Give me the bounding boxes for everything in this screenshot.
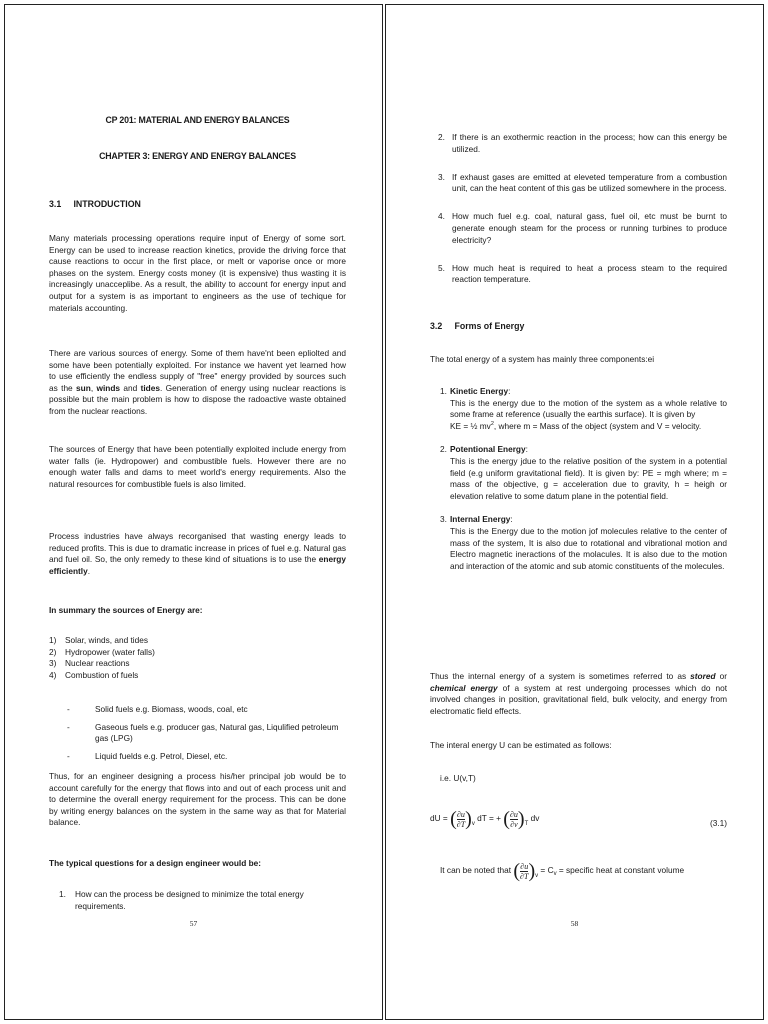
term-colon: : <box>508 386 511 396</box>
equation-number: (3.1) <box>709 818 727 828</box>
term-title: Kinetic Energy <box>450 386 509 396</box>
page-57 <box>4 4 383 1020</box>
ie-line: i.e. U(v,T) <box>440 773 476 783</box>
list-item-text: How can the process be designed to minimize the total energy requirements. <box>75 889 304 911</box>
list-item-text: If there is an exothermic reaction in the process; how can this energy be utilized. <box>452 132 727 154</box>
page-58 <box>385 4 764 1020</box>
list-item-kinetic-energy <box>430 386 727 432</box>
fuel-types-list <box>49 704 346 762</box>
list-item <box>430 172 727 195</box>
list-marker: 1. <box>440 386 447 396</box>
list-marker: 4. <box>438 211 445 222</box>
subscript-v: v <box>535 873 539 880</box>
forms-intro: The total energy of a system has mainly three components:ei <box>430 354 655 364</box>
section-heading-introduction <box>49 199 346 211</box>
list-item-text: Solar, winds, and tides <box>65 635 149 645</box>
list-marker: 3. <box>440 514 447 525</box>
list-item <box>49 751 346 763</box>
exponent: 2 <box>490 421 494 428</box>
section-title: Forms of Energy <box>454 321 525 331</box>
denominator: ∂v <box>510 819 518 829</box>
list-marker: 3. <box>438 171 445 182</box>
internal-energy-paragraph <box>430 671 727 717</box>
list-marker: - <box>67 704 70 714</box>
list-marker: 2) <box>49 646 57 657</box>
section-number: 3.1 <box>49 199 62 209</box>
numerator: ∂u <box>456 809 465 819</box>
list-marker: 5. <box>438 262 445 273</box>
eq-end: dv <box>530 813 540 824</box>
paren-close: ) <box>517 808 525 830</box>
separator: or <box>715 671 727 681</box>
list-item <box>430 132 727 155</box>
numerator: ∂u <box>520 861 529 871</box>
list-item-text: Liquid fuelds e.g. Petrol, Diesel, etc. <box>95 750 228 761</box>
paren-open: ( <box>503 808 510 830</box>
denominator: ∂T <box>456 819 466 829</box>
word-winds: winds <box>96 382 121 393</box>
list-item <box>430 263 727 286</box>
page-number: 57 <box>189 919 198 928</box>
section-number: 3.2 <box>430 321 443 331</box>
list-item-text: Nuclear reactions <box>65 658 130 669</box>
page-number: 58 <box>570 919 579 928</box>
energy-sources-list <box>49 635 346 681</box>
paragraph-4-end: . <box>87 565 91 576</box>
list-item-potential-energy <box>430 444 727 502</box>
subscript-v: v <box>553 871 557 878</box>
list-marker: 1. <box>59 889 66 899</box>
list-item <box>49 889 346 912</box>
questions-list-continued <box>430 132 727 302</box>
list-item-text: Solid fuels e.g. Biomass, woods, coal, etc <box>95 704 248 714</box>
kinetic-formula: KE = ½ mv <box>450 420 491 431</box>
word-sun: sun <box>76 382 91 393</box>
chapter-title: CHAPTER 3: ENERGY AND ENERGY BALANCES <box>99 151 296 161</box>
paragraph-1: Many materials processing operations require input of Energy of some sort. Energy can be used to increase reaction kinetics, provide the driving force that cause reactions to occur in the first place, or melt or vaporise once or more phases on the system. Energy costs money (it is expensive) thus wasting it is increasingly unacceplibe. As a result, the ability to account for energy input and output for a system is as important to engineers as the use of techique for materials accounting. <box>49 233 346 313</box>
paragraph-text-end: of a system at rest undergoing processes which do not involved changes in position, gravitational field, bulk velocity, and energy from electromatic field effects. <box>430 682 727 716</box>
list-item-internal-energy <box>430 514 727 572</box>
list-item-text: How much heat is required to heat a process steam to the required reaction temperature. <box>452 262 727 285</box>
note-description: = specific heat at constant volume <box>556 865 685 876</box>
list-marker: - <box>67 721 70 732</box>
section-heading-forms-of-energy <box>430 321 727 333</box>
questions-list-start <box>49 889 346 912</box>
paragraph-text: Thus the internal energy of a system is sometimes referred to as <box>430 671 691 681</box>
paren-open: ( <box>450 808 457 830</box>
term-description: This is the Energy due to the motion jof molecules relative to the center of mass of the system, It is also due to rotational and vibrational motion and Electro magnetic ineractions of the molacules. It is also due to the motion and interaction of the atomic and sub atomic constituents of the molecules. <box>450 525 727 571</box>
note-equals: = C <box>540 865 554 876</box>
term-title: Potentional Energy <box>450 444 526 455</box>
equation-3-1 <box>430 809 727 831</box>
summary-heading: In summary the sources of Energy are: <box>49 605 203 615</box>
list-item <box>49 635 346 647</box>
forms-of-energy-list <box>430 386 727 584</box>
kinetic-formula-desc: , where m = Mass of the object (system and V = velocity. <box>493 420 702 431</box>
paragraph-2-text: There are various sources of energy. Some of them have'nt been epliolted and some have been potentially exploited. For instance we havent yet learned how to use efficiently the endless supply of "free" energy provided by sources such as the <box>49 348 346 393</box>
paragraph-2-text-end: . Generation of energy using nuclear reactions is possible but the main problem is how to dispose the radoactive waste obtained from the nuclear reactions. <box>49 382 346 416</box>
list-item <box>49 647 346 659</box>
list-marker: 2. <box>440 444 447 455</box>
denominator: ∂T <box>520 871 529 881</box>
list-item <box>49 670 346 682</box>
term-title: Internal Energy <box>450 514 511 525</box>
list-item-text: Combustion of fuels <box>65 669 139 680</box>
questions-heading: The typical questions for a design engineer would be: <box>49 858 262 868</box>
numerator: ∂u <box>509 809 518 819</box>
section-title: INTRODUCTION <box>73 199 141 209</box>
paragraph-2 <box>49 348 346 418</box>
estimate-intro: The interal energy U can be estimated as follows: <box>430 740 612 750</box>
list-item-text: Hydropower (water falls) <box>65 646 155 657</box>
term-colon: : <box>510 514 513 525</box>
paren-close: ) <box>528 860 536 882</box>
list-item <box>49 658 346 670</box>
paragraph-5: Thus, for an engineer designing a process his/her principal job would be to account carefully for the energy that flows into and out of each process unit and to determine the overall energy requirement for the process. This can be done by writing energy balances on the system in the same way as that for Material balance. <box>49 771 346 828</box>
note-text: It can be noted that <box>440 865 512 876</box>
paragraph-3: The sources of Energy that have been potentially exploited include energy from water falls (ie. Hydropower) and combustible fuels. However there are no enough water falls and dams to meet world's energy requirements. Also the natural resources for combustible fuels is also limited. <box>49 444 346 489</box>
paren-close: ) <box>465 808 472 830</box>
word-chemical-energy: chemical energy <box>430 682 498 693</box>
course-title: CP 201: MATERIAL AND ENERGY BALANCES <box>105 115 290 125</box>
eq-lhs: dU = <box>430 813 448 824</box>
term-colon: : <box>525 444 528 455</box>
separator: , <box>90 382 97 393</box>
list-marker: 3) <box>49 658 57 669</box>
paren-open: ( <box>513 860 521 882</box>
list-item-text: If exhaust gases are emitted at eleveted temperature from a combustion unit, can the heat content of this gas be utilized somewhere in the process. <box>452 171 727 194</box>
paragraph-4-text: Process industries have always recorganised that wasting energy leads to reduced profits. This is due to dramatic increase in prices of fuel e.g. Natural gas and fuel oil. So, the only remedy to these kind of situations is to use the <box>49 531 346 565</box>
fraction-du-dv <box>510 810 518 829</box>
list-item <box>49 722 346 745</box>
list-marker: 1) <box>49 635 57 645</box>
energy-efficiently: energy efficiently <box>49 554 346 576</box>
list-marker: - <box>67 750 70 761</box>
specific-heat-note <box>430 861 727 883</box>
list-item-text: How much fuel e.g. coal, natural gass, fuel oil, etc must be burnt to generate enough steam for the process or running turbines to produce electricity? <box>452 211 727 245</box>
separator: and <box>120 382 141 393</box>
subscript-v: v <box>471 821 475 828</box>
word-tides: tides <box>140 382 160 393</box>
paragraph-4 <box>49 531 346 577</box>
term-description: This is the energy jdue to the relative position of the system in a potential field (e.g uniform gravitational field). It is given by: PE = mgh where; m = mass of the objective, g = acceleration due to gravity, h = heigh or elevation relative to some datum plane in the potential field. <box>450 455 727 501</box>
list-marker: 2. <box>438 132 445 142</box>
list-marker: 4) <box>49 669 57 680</box>
list-item <box>49 704 346 716</box>
term-description: This is the energy due to the motion of the system as a whole relative to some frame at reference (usually the earthis surface). It is given by <box>450 397 727 420</box>
list-item-text: Gaseous fuels e.g. producer gas, Natural gas, Liqulified petroleum gas (LPG) <box>95 721 339 744</box>
list-item <box>430 211 727 246</box>
word-stored: stored <box>690 671 716 681</box>
eq-middle: dT = + <box>477 813 501 824</box>
subscript-T: T <box>524 821 529 828</box>
fraction-du-dT <box>457 810 465 829</box>
